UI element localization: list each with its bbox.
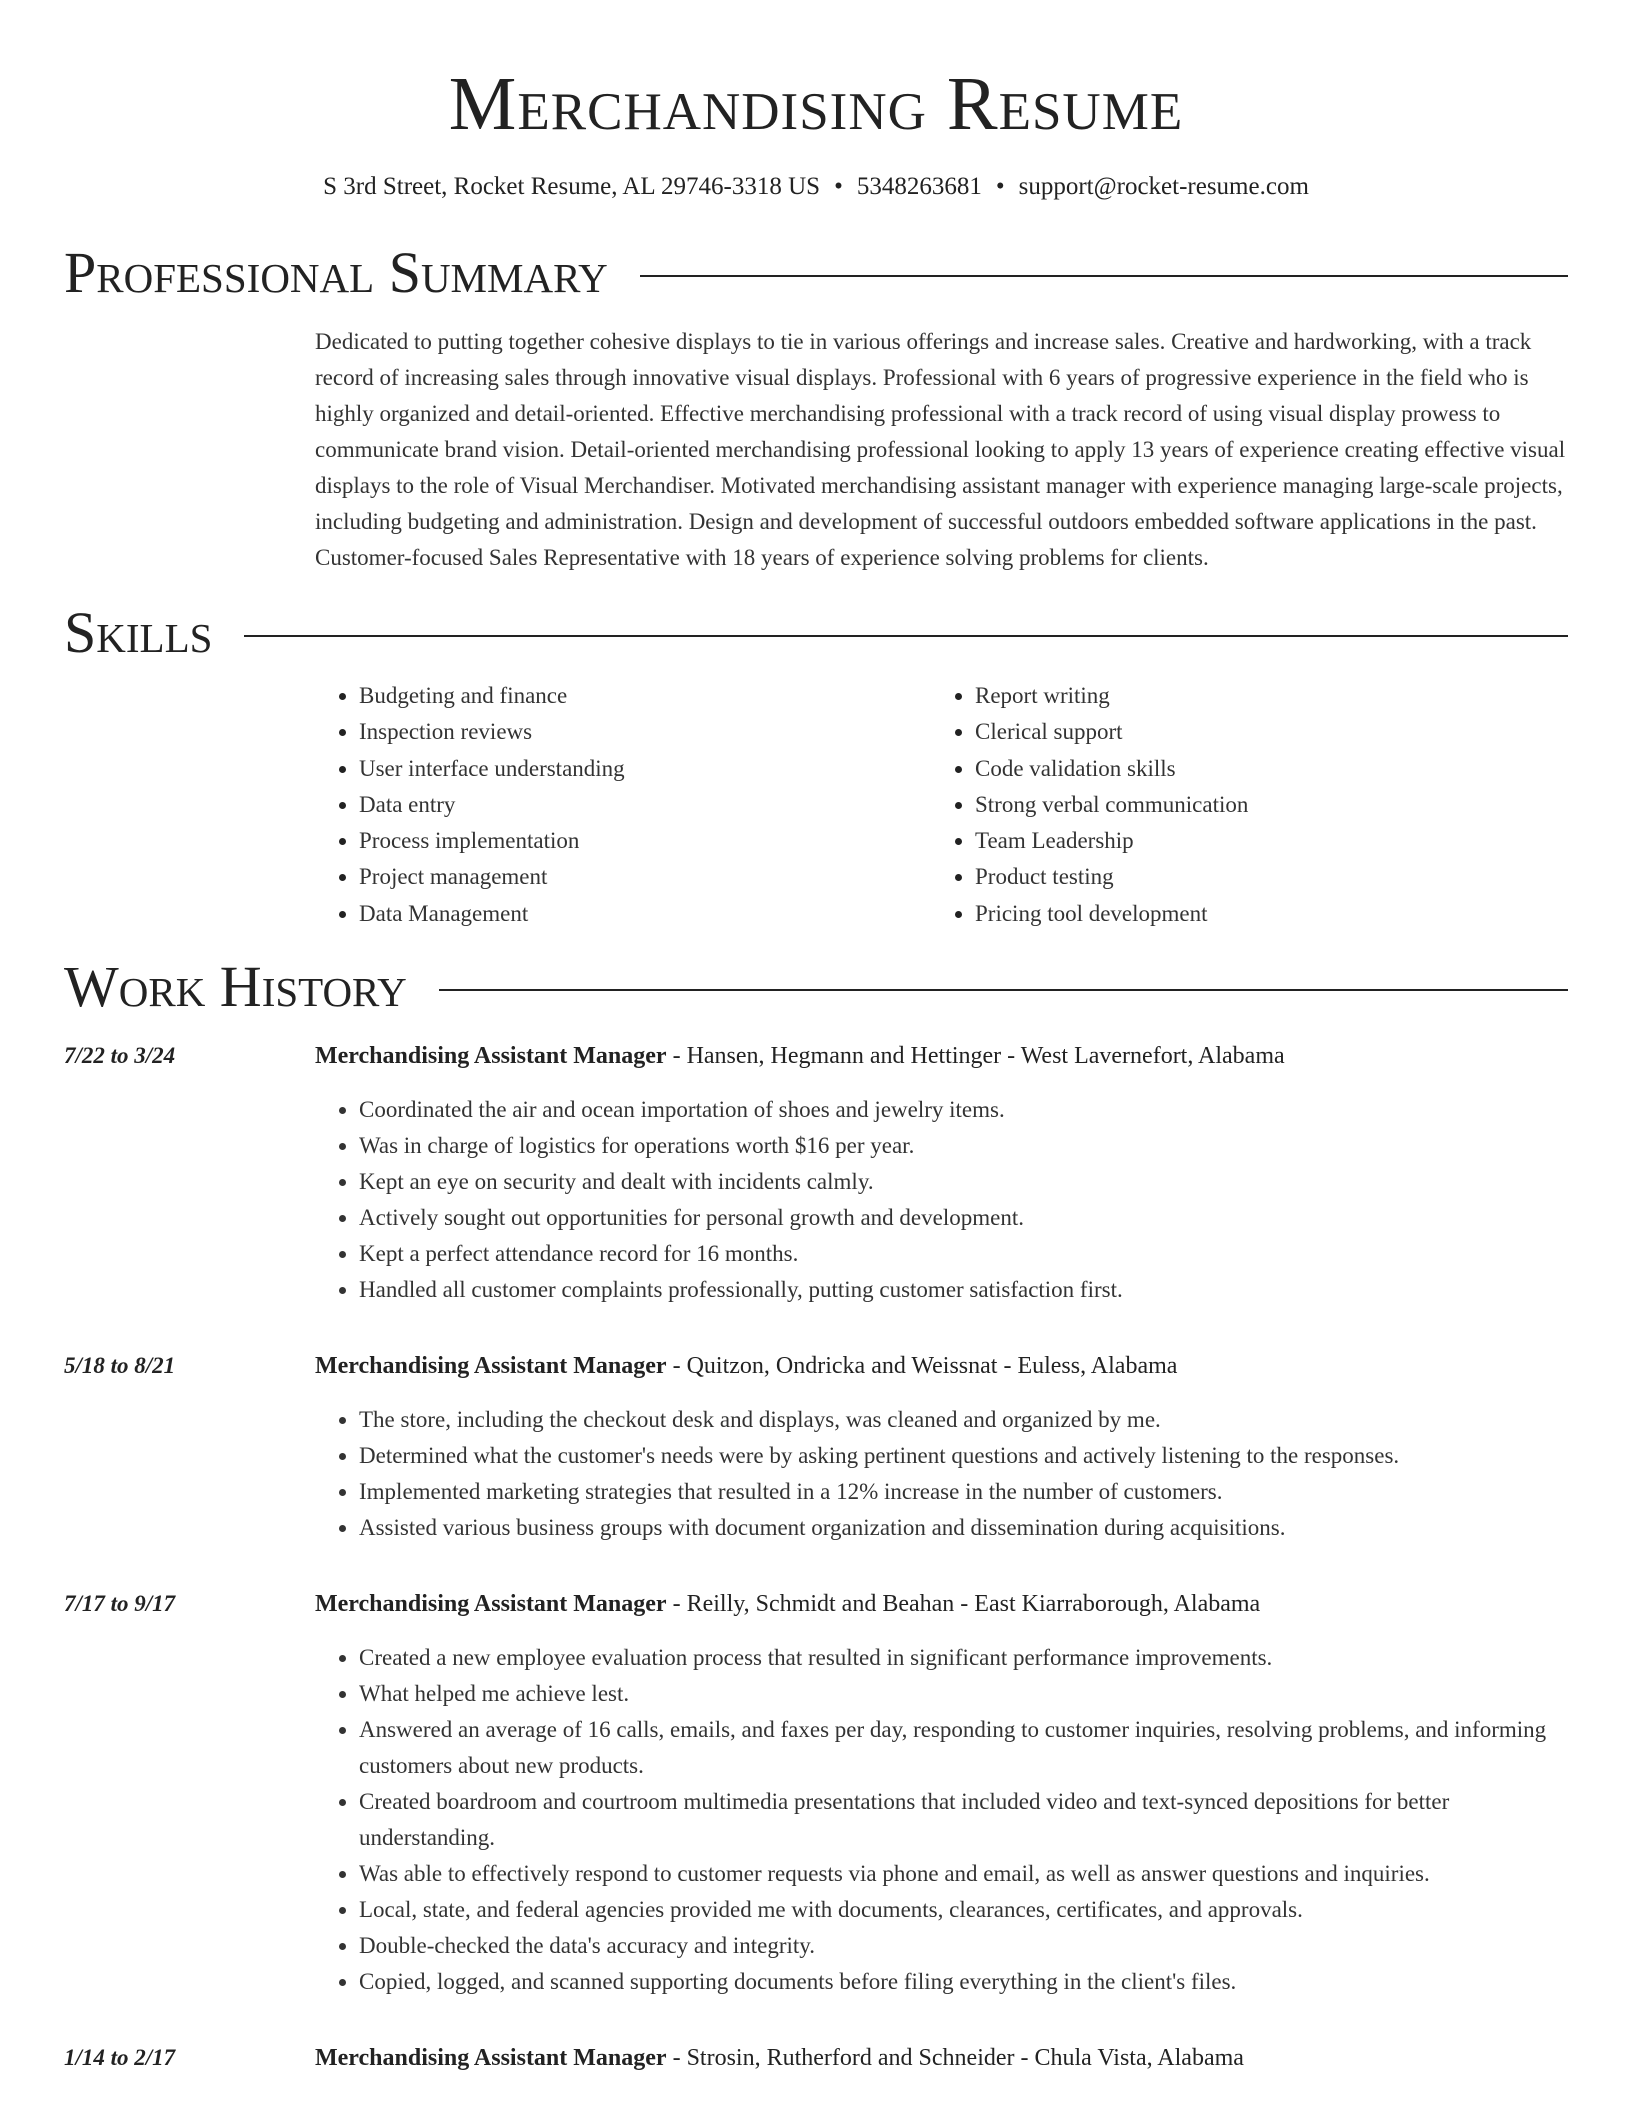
skills-list [315,678,1568,932]
skill-item: • Clerical support [975,714,1547,750]
resume-title: Merchandising Resume [448,62,1184,146]
contact-phone: 5348263681 [856,173,982,200]
job-title: Merchandising Assistant Manager [315,1043,667,1070]
job-bullet: • Implemented marketing strategies that resulted in a 12% increase in the number of customers. [359,1474,1568,1510]
job-dates: 7/22 to 3/24 [64,1043,176,1069]
job-title: Merchandising Assistant Manager [315,1591,667,1618]
job-details [315,1586,1568,2000]
skill-item: • User interface understanding [359,751,931,787]
job-bullet: • Created a new employee evaluation process that resulted in significant performance improvements. [359,1640,1568,1676]
job-employer-location: - Reilly, Schmidt and Beahan - East Kiarraborough, Alabama [666,1591,1261,1618]
job-details [315,2040,1568,2076]
contact-separator: • [834,173,843,200]
section-header-skills [64,600,1568,665]
job-employer-location: - Quitzon, Ondricka and Weissnat - Euless, Alabama [666,1353,1178,1380]
job-bullet: • Answered an average of 16 calls, emails, and faxes per day, responding to customer inquiries, resolving problems, and informing customers about new products. [359,1712,1568,1784]
skill-item: • Strong verbal communication [975,787,1547,823]
job-bullet: • Was in charge of logistics for operations worth $16 per year. [359,1128,1568,1164]
job-dates: 5/18 to 8/21 [64,1353,176,1379]
job-title: Merchandising Assistant Manager [315,2045,667,2072]
contact-email: support@rocket-resume.com [1018,173,1309,200]
skill-item: • Project management [359,859,931,895]
section-header-work [64,954,1568,1020]
job-employer-location: - Hansen, Hegmann and Hettinger - West Lavernefort, Alabama [666,1043,1285,1070]
skill-item: • Report writing [975,678,1547,714]
job-bullets [315,1092,1568,1308]
job-title: Merchandising Assistant Manager [315,1353,667,1380]
skills-column-right [931,678,1547,932]
job-bullet: • The store, including the checkout desk and displays, was cleaned and organized by me. [359,1402,1568,1438]
job-bullets [315,1640,1568,2000]
job-entry [64,1038,1568,1308]
job-heading [315,2040,1568,2076]
section-header-summary [64,240,1568,305]
contact-separator: • [995,173,1005,200]
job-bullets [315,1402,1568,1546]
job-bullet: • Double-checked the data's accuracy and integrity. [359,1928,1568,1964]
section-title-summary: Professional Summary [64,240,608,305]
summary-text: Dedicated to putting together cohesive displays to tie in various offerings and increase sales. Creative and hardworking, with a track record of increasing sales through innovative visual displays. Professional with 6 years of progressive experience in the field who is highly organized and detail-oriented. Effective merchandising professional with a track record of using visual display prowess to communicate brand vision. Detail-oriented merchandising professional looking to apply 13 years of experience creating effective visual displays to the role of Visual Merchandiser. Motivated merchandising assistant manager with experience managing large-scale projects, including budgeting and administration. Design and development of successful outdoors embedded software applications in the past. Customer-focused Sales Representative with 18 years of experience solving problems for clients. [315,329,1566,570]
skill-item: • Product testing [975,859,1547,895]
job-bullet: • Kept an eye on security and dealt with incidents calmly. [359,1164,1568,1200]
skill-item: • Process implementation [359,823,931,859]
skill-item: • Pricing tool development [975,896,1547,932]
job-heading [315,1348,1568,1384]
section-title-skills: Skills [64,600,213,665]
job-details [315,1038,1568,1308]
job-dates: 1/14 to 2/17 [64,2045,176,2071]
job-bullet: • Assisted various business groups with document organization and dissemination during acquisitions. [359,1510,1568,1546]
job-details [315,1348,1568,1546]
work-history-list [64,1038,1568,2076]
job-entry [64,2040,1568,2076]
job-entry [64,1586,1568,2000]
job-bullet: • Copied, logged, and scanned supporting documents before filing everything in the client's files. [359,1964,1568,2000]
contact-address: S 3rd Street, Rocket Resume, AL 29746-3318 US [323,173,821,200]
job-bullet: • Coordinated the air and ocean importation of shoes and jewelry items. [359,1092,1568,1128]
contact-line [64,172,1568,202]
job-bullet: • Local, state, and federal agencies provided me with documents, clearances, certificates, and approvals. [359,1892,1568,1928]
skill-item: • Data Management [359,896,931,932]
job-entry [64,1348,1568,1546]
skill-item: • Data entry [359,787,931,823]
job-bullet: • Created boardroom and courtroom multimedia presentations that included video and text-synced depositions for better understanding. [359,1784,1568,1856]
job-bullet: • What helped me achieve lest. [359,1676,1568,1712]
job-bullet: • Determined what the customer's needs were by asking pertinent questions and actively listening to the responses. [359,1438,1568,1474]
skill-item: • Team Leadership [975,823,1547,859]
job-bullet: • Handled all customer complaints professionally, putting customer satisfaction first. [359,1272,1568,1308]
job-bullet: • Actively sought out opportunities for personal growth and development. [359,1200,1568,1236]
job-bullet: • Kept a perfect attendance record for 16 months. [359,1236,1568,1272]
section-divider [439,989,1568,991]
section-divider [640,275,1568,277]
job-dates: 7/17 to 9/17 [64,1591,176,1617]
resume-page [64,0,1568,2076]
skill-item: • Inspection reviews [359,714,931,750]
skills-column-left [315,678,931,932]
job-bullet: • Was able to effectively respond to customer requests via phone and email, as well as answer questions and inquiries. [359,1856,1568,1892]
skill-item: • Budgeting and finance [359,678,931,714]
skill-item: • Code validation skills [975,751,1547,787]
job-heading [315,1038,1568,1074]
section-divider [244,635,1568,637]
job-heading [315,1586,1568,1622]
section-title-work: Work History [64,954,407,1020]
job-employer-location: - Strosin, Rutherford and Schneider - Chula Vista, Alabama [666,2045,1244,2072]
